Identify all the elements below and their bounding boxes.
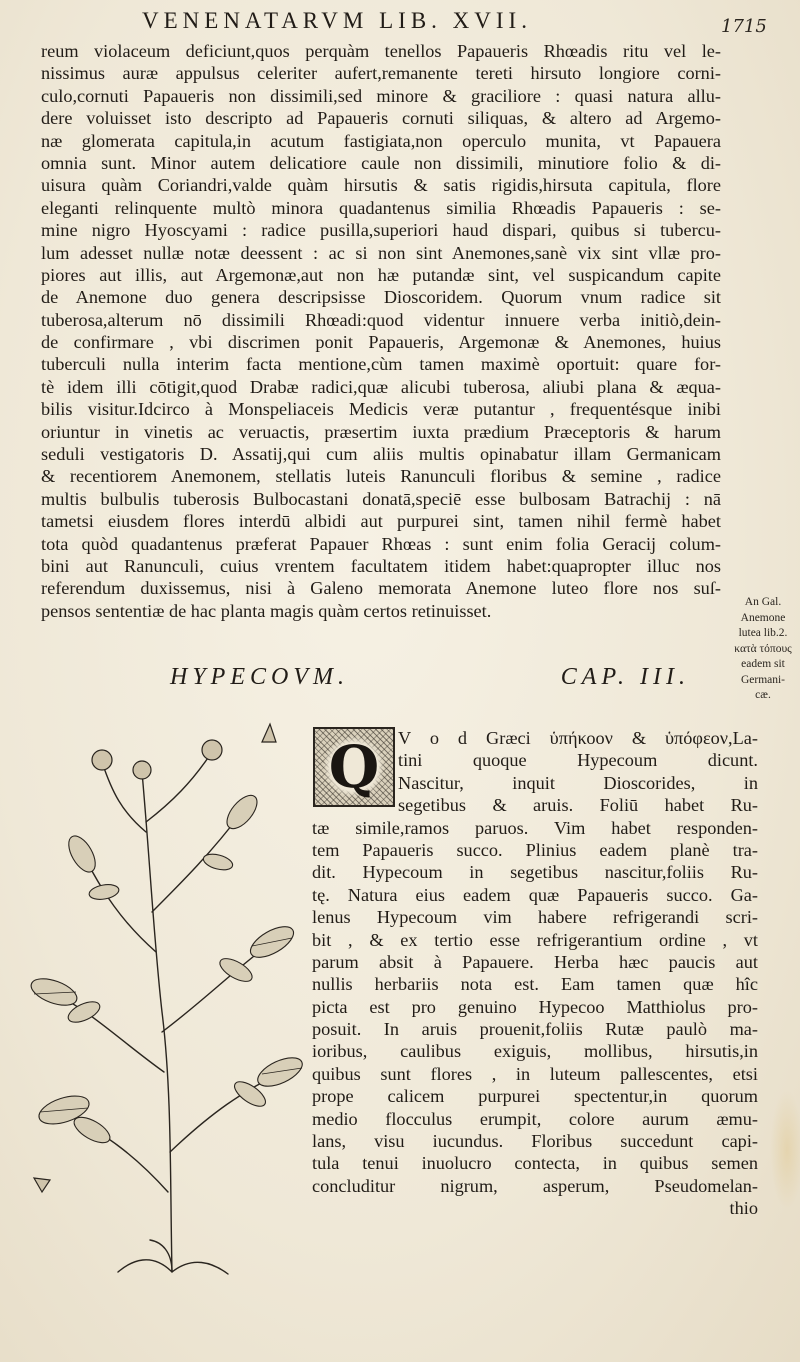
text-line: posuit. In aruis prouenit,foliis Rutæ paulò ma- — [312, 1019, 758, 1040]
text-line: V o d Græci ὑπήκοον & ὑπόφεον,La- — [398, 728, 758, 748]
text-line: tula tenui inuolucro contecta, in quibus semen — [312, 1153, 758, 1174]
text-line: prope calicem purpurei spectentur,in quorum — [312, 1086, 758, 1107]
text-line: & recentiorem Anemonem, stellatis luteis Ranunculi floribus & semine , radice — [41, 466, 721, 487]
text-line: picta est pro genuino Hypecoo Matthiolus pro- — [312, 996, 758, 1017]
hypecoum-plant-illustration — [22, 712, 304, 1280]
margin-note — [728, 595, 798, 704]
text-line: bini aut Ranunculi, cuius vrentem facultatem itidem habet:quapropter illuc nos — [41, 555, 721, 576]
text-line: bit , & ex tertio esse refrigerantium ordine , vt — [312, 929, 758, 950]
text-line: bilis visitur.Idcirco à Monspeliaceis Medicis veræ putantur , frequentésque inibi — [41, 399, 721, 420]
text-line: pensos sententiæ de hac planta magis quàm certos retinuisset. — [41, 600, 492, 621]
text-line: de Anemone duo genera descripsisse Dioscoridem. Quorum vnum radice sit — [41, 287, 721, 308]
text-line: tuberosa,alterum nō dissimili Rhœadi:quod videntur innuere verba initiò,dein- — [41, 309, 721, 330]
margin-note-line: Germani- — [740, 673, 786, 686]
margin-note-line: κατὰ τόπους — [734, 642, 792, 655]
text-line: tametsi eiusdem flores interdū albidi aut purpurei sint, tamen nihil fermè habet — [41, 511, 721, 532]
text-line: concluditur nigrum, asperum, Pseudomelan- — [312, 1175, 758, 1196]
text-line: tę. Natura eius eadem quæ Papaueris succo. Ga- — [312, 884, 758, 905]
text-line: tini quoque Hypecoum dicunt. — [398, 750, 758, 771]
page-number: 1715 — [721, 16, 767, 37]
body-text — [41, 40, 721, 622]
text-line: tuberculi nulla interim facta mentione,cùm tamen maximè oportuit: quare for- — [41, 354, 721, 375]
text-line: omnia sunt. Minor autem delicatiore caule non dissimili, minutiore folio & di- — [41, 152, 721, 173]
text-line: lum adesset nullæ notæ deessent : ac si non sint Anemones,sanè vix sint vllæ pro- — [41, 242, 721, 263]
margin-note-line: cæ. — [755, 689, 771, 701]
text-line: tæ simile,ramos paruos. Vim habet responden- — [312, 817, 758, 838]
text-line: thio — [729, 1198, 758, 1219]
text-line: lenus Hypecoum vim habere refrigerandi scri- — [312, 907, 758, 928]
text-line: nissimus auræ appulsus celeriter aufert,remanente tereti hirsuto longiore corni- — [41, 63, 721, 84]
text-line: culo,cornuti Papaueris non dissimili,sed minore & graciliore : quasi natura allu- — [41, 85, 721, 106]
text-line: lans, visu iucundus. Floribus succedunt capi- — [312, 1131, 758, 1152]
margin-note-line: Anemone — [740, 611, 786, 624]
hypecoum-text — [312, 727, 758, 1220]
text-line: de confirmare , vbi discrimen ponit Papaueris, Argemonæ & Anemones, huius — [41, 332, 721, 353]
text-line: segetibus & aruis. Foliū habet Ru- — [398, 795, 758, 816]
text-line: tota quòd quadantenus præferat Papauer Rhœas : sunt enim folia Geracij colum- — [41, 533, 721, 554]
text-line: seduli vestigatoris D. Assatij,qui cum aliis multis opinabatur illam Germanicam — [41, 444, 721, 465]
text-line: mine nigro Hyoscyami : radice pusilla,superiori haud dispari, quibus si tubercu- — [41, 220, 721, 241]
chapter-title: HYPECOVM. — [170, 664, 349, 690]
text-line: tem Papaueris succo. Plinius eadem planè tra- — [312, 839, 758, 860]
paper-stain — [770, 1090, 800, 1210]
chapter-number: CAP. III. — [560, 664, 690, 690]
text-line: quibus sunt flores , in luteum pallescentes, etsi — [312, 1063, 758, 1084]
text-line: tè idem illi cōtigit,quod Drabæ radici,quæ alicubi tuberosa, aliubi plana & æqua- — [41, 376, 721, 397]
margin-note-line: lutea lib.2. — [738, 627, 788, 639]
margin-note-line: An Gal. — [744, 596, 782, 608]
text-line: nullis herbariis nota est. Eam tamen quæ hîc — [312, 974, 758, 995]
text-line: næ glomerata capitula,in acutum fastigiata,non operculo munita, vt Papauera — [41, 130, 721, 151]
text-line: reum violaceum deficiunt,quos perquàm tenellos Papaueris Rhœadis ritu vel le- — [41, 41, 721, 61]
text-line: referendum duxissemus, nisi à Galeno memorata Anemone luteo flore nos suſ- — [41, 578, 721, 599]
text-line: parum absit à Papauere. Herba hæc paucis aut — [312, 951, 758, 972]
text-line: Nascitur, inquit Dioscorides, in — [398, 772, 758, 793]
text-line: multis bulbulis tuberosis Bulbocastani donatā,speciē esse bulbosam Batrachij : nā — [41, 488, 721, 509]
text-line: eleganti relinquente multò minora quadantenus similia Rhœadis Papaueris : se- — [41, 197, 721, 218]
text-line: dit. Hypecoum in segetibus nascitur,foliis Ru- — [312, 862, 758, 883]
chapter-heading — [170, 664, 690, 691]
text-line: oriuntur in vinetis ac veruactis, præsertim iuxta prædium Præceptoris & harum — [41, 421, 721, 442]
text-line: medio flocculus erumpit, colore aurum æmu- — [312, 1108, 758, 1129]
text-line: dere voluisset isto descripto ad Papaueris cornuti siliquas, & altero ad Argemo- — [41, 108, 721, 129]
running-head: VENENATARVM LIB. XVII. — [142, 8, 532, 33]
margin-note-line: eadem sit — [741, 658, 785, 670]
text-line: ioribus, caulibus exiguis, mollibus, hirsutis,in — [312, 1041, 758, 1062]
text-line: uisura quàm Coriandri,valde quàm hirsutis & satis rigidis,hirsuta capitula, flore — [41, 175, 721, 196]
initial-letter: Q — [323, 736, 385, 798]
text-line: piores aut illis, aut Argemonæ,aut non hæ putandæ sint, vel suspicandum capite — [41, 264, 721, 285]
